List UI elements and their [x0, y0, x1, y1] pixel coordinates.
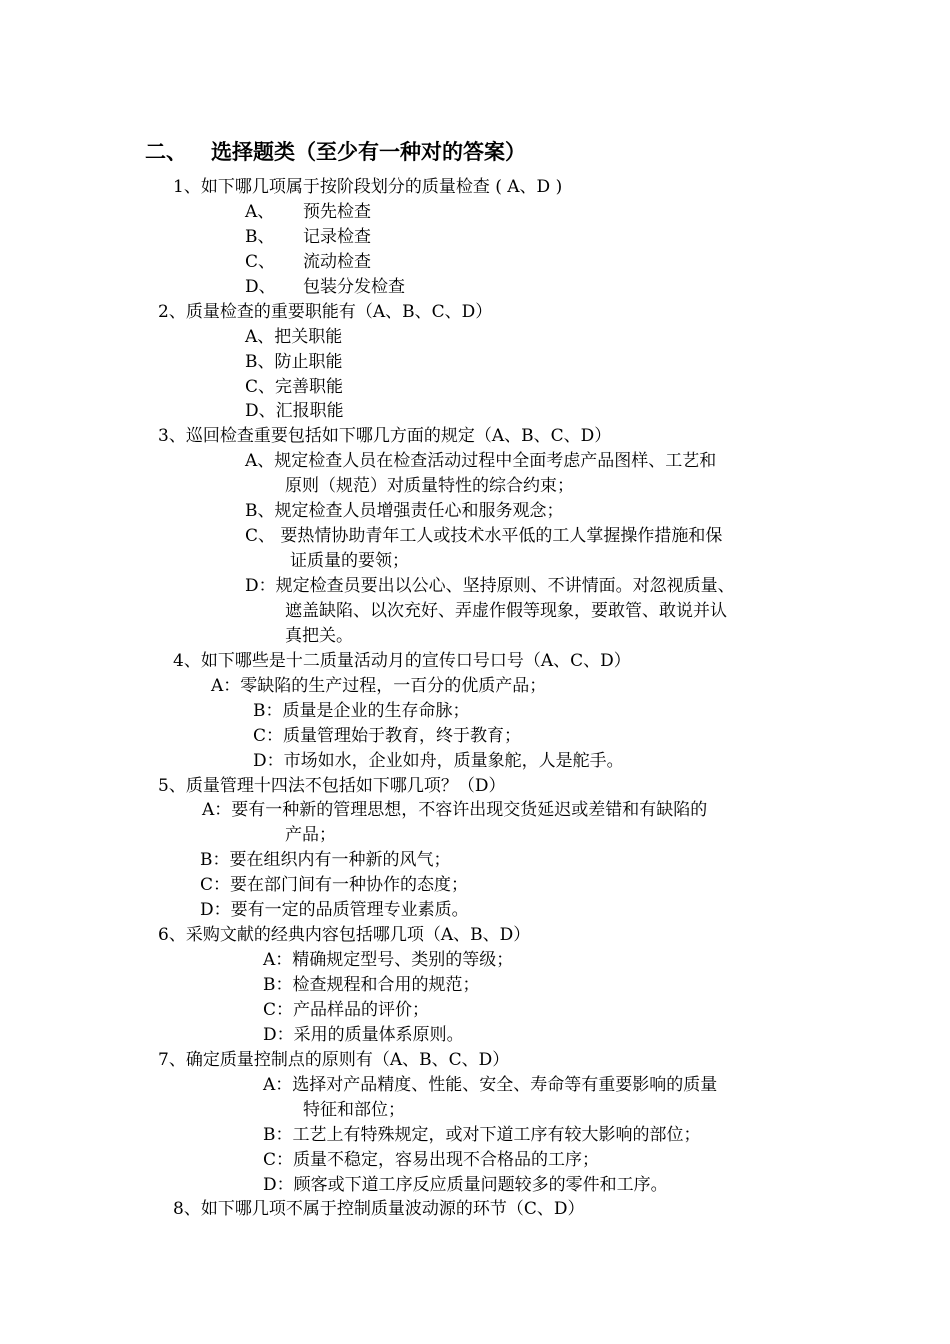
section-number: 二、 — [145, 140, 187, 164]
q3-option-a-line2: 原则（规范）对质量特性的综合约束； — [285, 476, 574, 496]
q4-option-d: D：市场如水，企业如舟，质量象舵，人是舵手。 — [253, 751, 624, 771]
q1-option-d — [245, 275, 405, 300]
q6-option-b: B：检查规程和合用的规范； — [263, 975, 480, 995]
q5-option-a-line2: 产品； — [285, 825, 336, 845]
q3-option-a-line1: A、规定检查人员在检查活动过程中全面考虑产品图样、工艺和 — [245, 451, 717, 471]
q1-option-c — [245, 250, 371, 275]
q3-option-d-line3: 真把关。 — [285, 626, 353, 646]
q1-option-a-letter: A、 — [245, 202, 275, 222]
q1-option-b-text: 记录检查 — [303, 227, 371, 247]
q7-option-c: C：质量不稳定，容易出现不合格品的工序； — [263, 1150, 600, 1170]
q1-option-a — [245, 200, 371, 225]
q1-option-d-letter: D、 — [245, 277, 276, 297]
q3-option-c-line1: C、 要热情协助青年工人或技术水平低的工人掌握操作措施和保 — [245, 526, 723, 546]
q4-stem: 4、如下哪些是十二质量活动月的宣传口号口号（A、C、D） — [173, 651, 631, 671]
q1-option-b-letter: B、 — [245, 227, 275, 247]
q5-option-b: B：要在组织内有一种新的风气； — [200, 850, 451, 870]
q1-option-c-letter: C、 — [245, 252, 276, 272]
q5-option-c: C：要在部门间有一种协作的态度； — [200, 875, 469, 895]
q1-option-d-text: 包装分发检查 — [303, 277, 405, 297]
q5-option-d: D：要有一定的品质管理专业素质。 — [200, 900, 469, 920]
q8-stem: 8、如下哪几项不属于控制质量波动源的环节（C、D） — [173, 1199, 585, 1219]
q6-option-a: A：精确规定型号、类别的等级； — [263, 950, 514, 970]
q7-option-a-line1: A：选择对产品精度、性能、安全、寿命等有重要影响的质量 — [263, 1075, 718, 1095]
q7-stem: 7、确定质量控制点的原则有（A、B、C、D） — [158, 1050, 510, 1070]
q3-stem: 3、巡回检查重要包括如下哪几方面的规定（A、B、C、D） — [158, 426, 612, 446]
q6-option-c: C：产品样品的评价； — [263, 1000, 430, 1020]
q3-option-c-line2: 证质量的要领； — [290, 551, 409, 571]
q6-option-d: D：采用的质量体系原则。 — [263, 1025, 464, 1045]
q3-option-d-line1: D：规定检查员要出以公心、坚持原则、不讲情面。对忽视质量、 — [245, 576, 735, 596]
q4-option-b: B：质量是企业的生存命脉； — [253, 701, 470, 721]
q2-option-a: A、把关职能 — [245, 327, 343, 347]
q1-option-b — [245, 225, 371, 250]
q4-option-a: A：零缺陷的生产过程，一百分的优质产品； — [211, 676, 547, 696]
q5-stem: 5、质量管理十四法不包括如下哪几项？（D） — [158, 776, 506, 796]
q1-stem: 1、如下哪几项属于按阶段划分的质量检查 ( A、D ) — [173, 177, 563, 197]
section-title: 选择题类（至少有一种对的答案） — [211, 140, 526, 164]
q2-option-c: C、完善职能 — [245, 377, 344, 397]
q1-option-c-text: 流动检查 — [303, 252, 371, 272]
q2-option-d: D、汇报职能 — [245, 401, 344, 421]
q2-option-b: B、防止职能 — [245, 352, 343, 372]
q7-option-b: B：工艺上有特殊规定，或对下道工序有较大影响的部位； — [263, 1125, 701, 1145]
q4-option-c: C：质量管理始于教育，终于教育； — [253, 726, 522, 746]
q2-stem: 2、质量检查的重要职能有（A、B、C、D） — [158, 302, 493, 322]
q5-option-a-line1: A：要有一种新的管理思想，不容许出现交货延迟或差错和有缺陷的 — [202, 800, 708, 820]
q3-option-d-line2: 遮盖缺陷、以次充好、弄虚作假等现象，要敢管、敢说并认 — [285, 601, 727, 621]
q7-option-a-line2: 特征和部位； — [303, 1100, 405, 1120]
q6-stem: 6、采购文献的经典内容包括哪几项（A、B、D） — [158, 925, 531, 945]
q7-option-d: D：顾客或下道工序反应质量问题较多的零件和工序。 — [263, 1175, 668, 1195]
q1-option-a-text: 预先检查 — [303, 202, 371, 222]
q3-option-b: B、规定检查人员增强责任心和服务观念； — [245, 501, 564, 521]
section-heading — [145, 137, 526, 167]
